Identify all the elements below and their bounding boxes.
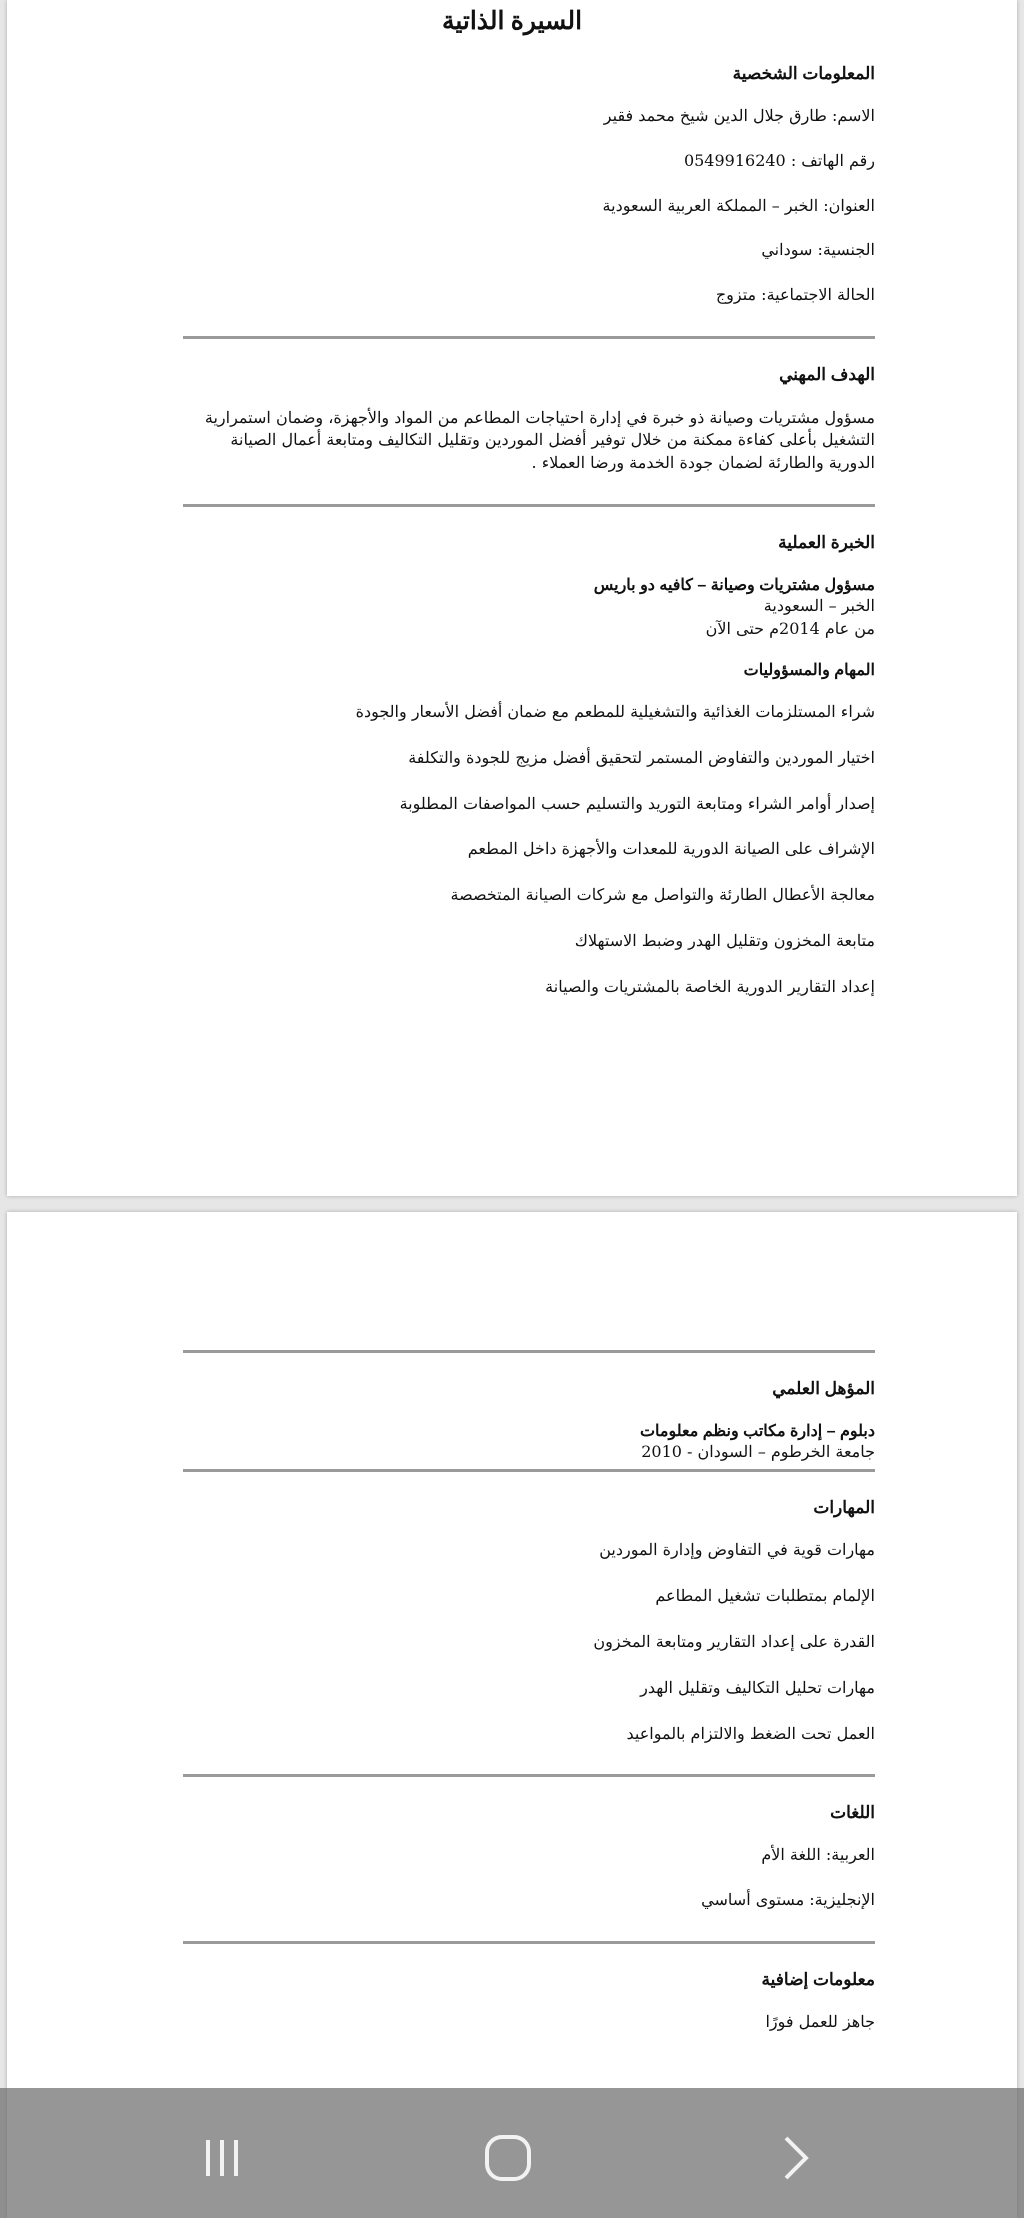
system-navigation-bar <box>0 2088 1024 2218</box>
skills-heading: المهارات <box>813 1498 875 1518</box>
section-divider <box>183 504 875 507</box>
back-icon <box>776 2134 816 2182</box>
objective-heading: الهدف المهني <box>779 364 875 384</box>
recent-apps-icon <box>200 2136 244 2180</box>
section-divider <box>183 1350 875 1353</box>
languages-heading: اللغات <box>830 1803 875 1823</box>
nationality-line: الجنسية: سوداني <box>761 240 875 260</box>
duty-item: شراء المستلزمات الغذائية والتشغيلية للمطعم مع ضمان أفضل الأسعار والجودة <box>355 701 875 721</box>
university-line: جامعة الخرطوم – السودان - 2010 <box>641 1442 875 1461</box>
document-page-1 <box>7 0 1017 1196</box>
address-line: العنوان: الخبر – المملكة العربية السعودية <box>602 195 875 215</box>
degree-line: دبلوم – إدارة مكاتب ونظم معلومات <box>639 1423 875 1440</box>
additional-info-line: جاهز للعمل فورًا <box>765 2011 875 2031</box>
language-arabic: العربية: اللغة الأم <box>761 1845 875 1865</box>
phone-line: رقم الهاتف : 0549916240 <box>683 150 875 170</box>
marital-status-line: الحالة الاجتماعية: متزوج <box>715 285 875 305</box>
duty-item: الإشراف على الصيانة الدورية للمعدات والأجهزة داخل المطعم <box>467 839 875 859</box>
home-icon <box>483 2133 533 2183</box>
skill-item: القدرة على إعداد التقارير ومتابعة المخزون <box>593 1631 875 1651</box>
skill-item: الإلمام بمتطلبات تشغيل المطاعم <box>655 1586 875 1606</box>
skill-item: مهارات تحليل التكاليف وتقليل الهدر <box>640 1677 875 1697</box>
back-button[interactable] <box>766 2128 826 2188</box>
duty-item: اختيار الموردين والتفاوض المستمر لتحقيق أفضل مزيج للجودة والتكلفة <box>408 747 875 767</box>
page-2-content <box>183 1350 875 2057</box>
page-1-content <box>183 64 875 1023</box>
section-divider <box>183 336 875 339</box>
language-english: الإنجليزية: مستوى أساسي <box>701 1890 875 1910</box>
skill-item: العمل تحت الضغط والالتزام بالمواعيد <box>626 1723 875 1743</box>
recent-apps-button[interactable] <box>192 2128 252 2188</box>
duty-item: متابعة المخزون وتقليل الهدر وضبط الاستهلاك <box>574 930 875 950</box>
job-period: من عام 2014م حتى الآن <box>705 618 875 638</box>
job-location: الخبر – السعودية <box>763 596 875 616</box>
section-divider <box>183 1774 875 1777</box>
personal-info-heading: المعلومات الشخصية <box>732 64 875 83</box>
experience-heading: الخبرة العملية <box>778 533 875 553</box>
duty-item: معالجة الأعطال الطارئة والتواصل مع شركات الصيانة المتخصصة <box>450 885 875 905</box>
name-line: الاسم: طارق جلال الدين شيخ محمد فقير <box>603 106 875 125</box>
duty-item: إعداد التقارير الدورية الخاصة بالمشتريات والصيانة <box>545 976 875 996</box>
cv-title: السيرة الذاتية <box>441 8 583 35</box>
document-page-2 <box>7 1212 1017 2218</box>
home-button[interactable] <box>478 2128 538 2188</box>
duties-heading: المهام والمسؤوليات <box>743 661 875 679</box>
duty-item: إصدار أوامر الشراء ومتابعة التوريد والتسليم حسب المواصفات المطلوبة <box>399 793 875 813</box>
additional-info-heading: معلومات إضافية <box>761 1969 875 1989</box>
job-title: مسؤول مشتريات وصيانة – كافيه دو باريس <box>593 577 875 595</box>
objective-text: مسؤول مشتريات وصيانة ذو خبرة في إدارة احتياجات المطاعم من المواد والأجهزة، وضمان استمرارية التشغيل بأعلى كفاءة ممكنة من خلال توفير أفضل الموردين وتقليل التكاليف ومتابعة أعمال الصيانة الدورية والطارئة لضمان جودة الخدمة ورضا العملاء . <box>204 407 875 472</box>
section-divider <box>183 1469 875 1472</box>
section-divider <box>183 1941 875 1944</box>
education-heading: المؤهل العلمي <box>772 1379 875 1398</box>
skill-item: مهارات قوية في التفاوض وإدارة الموردين <box>599 1540 875 1560</box>
